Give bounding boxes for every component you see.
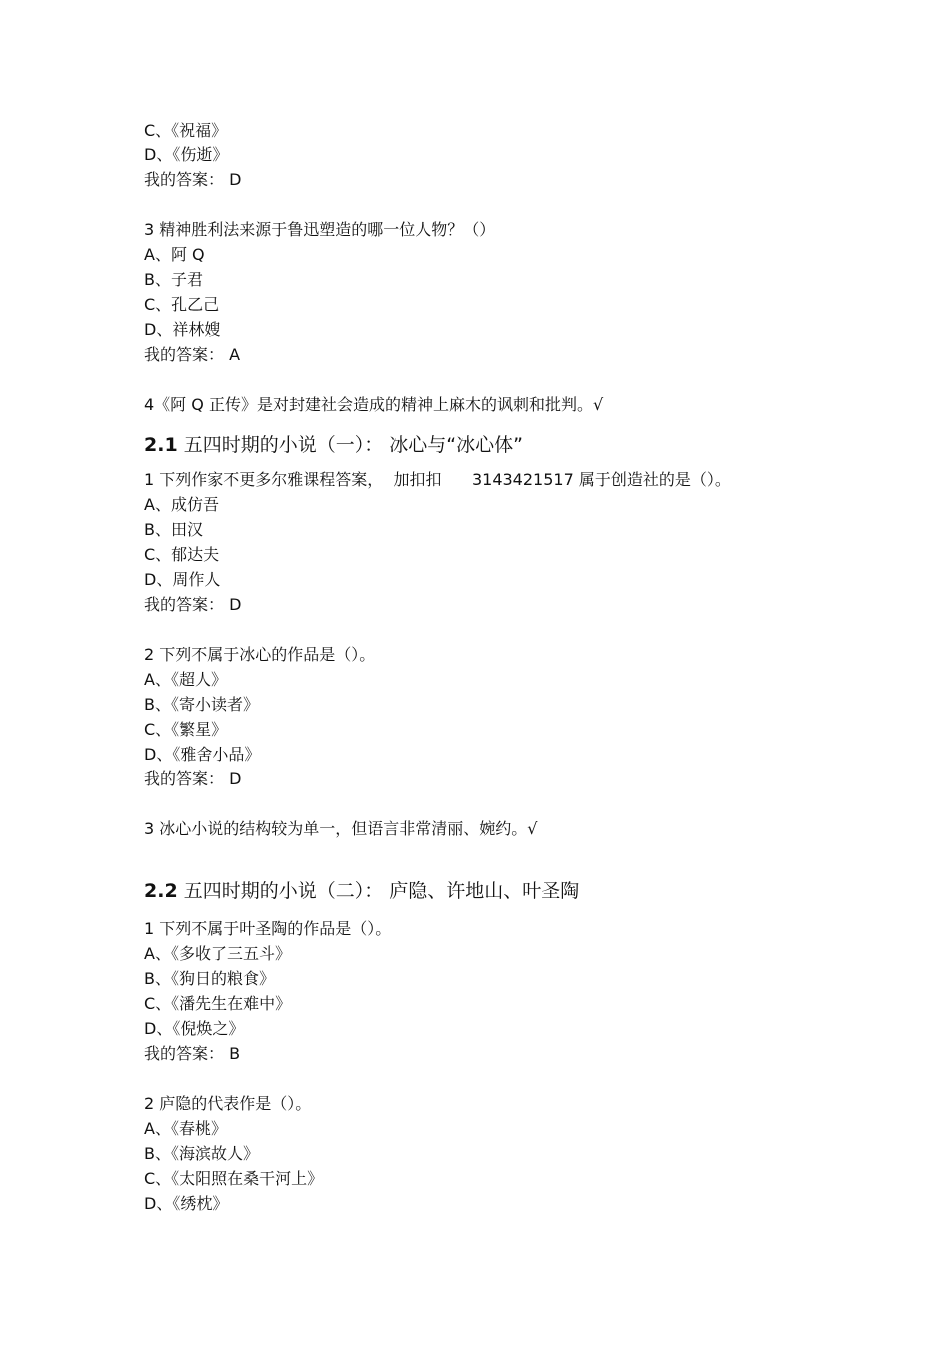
option-c: C、《潘先生在难中》 [144,994,292,1013]
option-c: C、《繁星》 [144,720,228,739]
option-c: C、《太阳照在桑干河上》 [144,1169,324,1188]
question-text: 3 精神胜利法来源于鲁迅塑造的哪一位人物？（） [144,220,496,239]
section-heading [144,879,579,903]
section-number: 2.1 [144,434,178,456]
option-c: C、《祝福》 [144,121,228,140]
option-b: B、田汉 [144,520,203,539]
section-title: 五四时期的小说（二）： 庐隐、许地山、叶圣陶 [177,880,580,902]
option-a: A、阿 Q [144,245,205,264]
option-c: C、孔乙己 [144,295,220,314]
option-d: D、《倪焕之》 [144,1019,245,1038]
option-b: B、《寄小读者》 [144,695,259,714]
option-a: A、成仿吾 [144,495,219,514]
option-d: D、祥林嫂 [144,320,221,339]
option-a: A、《春桃》 [144,1119,227,1138]
my-answer: 我的答案： D [144,170,242,189]
question-text: 4《阿 Q 正传》是对封建社会造成的精神上麻木的讽刺和批判。√ [144,395,604,414]
my-answer: 我的答案： D [144,769,242,788]
option-a: A、《超人》 [144,670,227,689]
option-b: B、《海滨故人》 [144,1144,259,1163]
option-b: B、《狗日的粮食》 [144,969,275,988]
option-d: D、《伤逝》 [144,145,229,164]
section-heading [144,433,523,457]
question-text: 2 下列不属于冰心的作品是（）。 [144,645,376,664]
option-d: D、《绣枕》 [144,1194,229,1213]
question-text: 3 冰心小说的结构较为单一，但语言非常清丽、婉约。√ [144,819,538,838]
section-title: 五四时期的小说（一）： 冰心与“冰心体” [177,434,523,456]
my-answer: 我的答案： A [144,345,241,364]
option-d: D、《雅舍小品》 [144,745,261,764]
question-text: 2 庐隐的代表作是（）。 [144,1094,312,1113]
question-text: 1 下列作家不更多尔雅课程答案， 加扣扣 3143421517 属于创造社的是（）。 [144,470,731,489]
option-d: D、周作人 [144,570,221,589]
section-number: 2.2 [144,880,178,902]
option-c: C、郁达夫 [144,545,220,564]
option-a: A、《多收了三五斗》 [144,944,291,963]
question-text: 1 下列不属于叶圣陶的作品是（）。 [144,919,392,938]
option-b: B、子君 [144,270,203,289]
my-answer: 我的答案： D [144,595,242,614]
my-answer: 我的答案： B [144,1044,241,1063]
